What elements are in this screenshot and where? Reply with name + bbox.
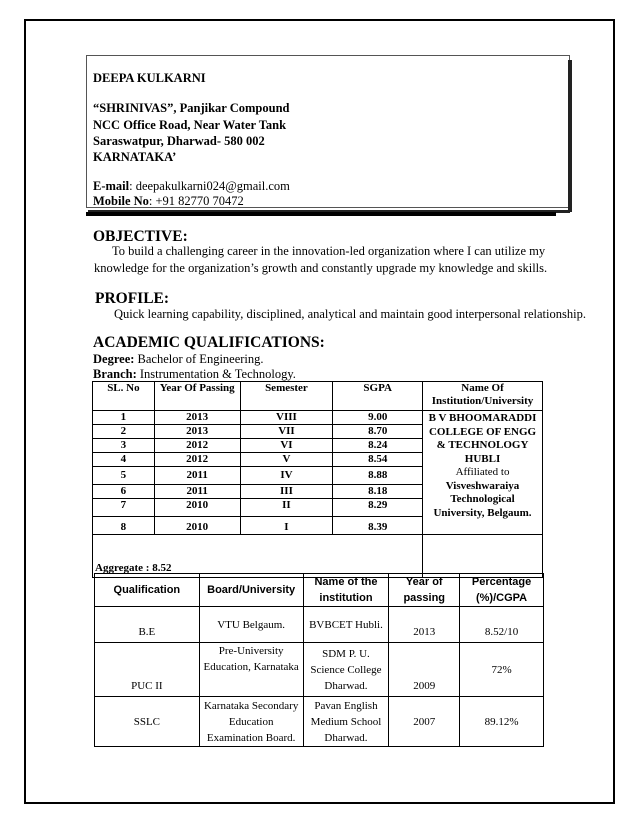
objective-title: OBJECTIVE: bbox=[93, 228, 188, 245]
table-header-row bbox=[95, 574, 544, 607]
branch-line bbox=[93, 367, 296, 382]
col-header: Qualification bbox=[95, 574, 200, 607]
cell: 9.00 bbox=[333, 411, 423, 425]
candidate-name: DEEPA KULKARNI bbox=[93, 71, 206, 85]
cell: 5 bbox=[93, 467, 155, 485]
institution-cell bbox=[423, 411, 543, 535]
mobile-value: : +91 82770 70472 bbox=[148, 194, 244, 208]
degree-label: Degree: bbox=[93, 352, 135, 366]
objective-text: To build a challenging career in the innovation-led organization where I can utilize my knowledge for the organization’s growth and constantly upgrade my knowledge and skills. bbox=[94, 244, 548, 275]
degree-line bbox=[93, 352, 264, 367]
institution-name: B V BHOOMARADDI COLLEGE OF ENGG & TECHNOLOGY HUBLI bbox=[428, 412, 537, 465]
col-header: Year Of Passing bbox=[154, 382, 240, 411]
cell: 8.18 bbox=[333, 485, 423, 499]
cell: 2010 bbox=[154, 499, 240, 517]
cell: I bbox=[240, 517, 333, 535]
cell: 8.29 bbox=[333, 499, 423, 517]
cell: 6 bbox=[93, 485, 155, 499]
email-line bbox=[93, 178, 290, 194]
col-header: Semester bbox=[240, 382, 333, 411]
table-header-row bbox=[93, 382, 543, 411]
address-line: “SHRINIVAS”, Panjikar Compound bbox=[93, 101, 290, 115]
academic-title: ACADEMIC QUALIFICATIONS: bbox=[93, 334, 325, 351]
mobile-line bbox=[93, 193, 244, 209]
cell: 2009 bbox=[389, 643, 460, 697]
cell: 2 bbox=[93, 425, 155, 439]
email-label: E-mail bbox=[93, 179, 130, 193]
cell: 2010 bbox=[154, 517, 240, 535]
cell: 89.12% bbox=[460, 697, 544, 747]
cell: 7 bbox=[93, 499, 155, 517]
cell: 8 bbox=[93, 517, 155, 535]
cell: 2013 bbox=[154, 411, 240, 425]
cell: 3 bbox=[93, 439, 155, 453]
col-header: Name Of Institution/University bbox=[423, 382, 543, 411]
aggregate-row bbox=[93, 535, 543, 578]
col-header: Board/University bbox=[199, 574, 303, 607]
table-row bbox=[95, 607, 544, 643]
cell: IV bbox=[240, 467, 333, 485]
col-header: Percentage (%)/CGPA bbox=[460, 574, 544, 607]
cell: 2012 bbox=[154, 453, 240, 467]
cell: PUC II bbox=[95, 643, 200, 697]
cell: VIII bbox=[240, 411, 333, 425]
cell: II bbox=[240, 499, 333, 517]
cell: 2011 bbox=[154, 467, 240, 485]
address-line: Saraswatpur, Dharwad- 580 002 bbox=[93, 134, 265, 148]
profile-text: Quick learning capability, disciplined, analytical and maintain good interpersonal relationship. bbox=[114, 307, 586, 321]
col-header: SGPA bbox=[333, 382, 423, 411]
mobile-label: Mobile No bbox=[93, 194, 149, 208]
cell: VI bbox=[240, 439, 333, 453]
university-name: Visveshwaraiya Technological University, Belgaum. bbox=[433, 479, 532, 519]
table-row bbox=[93, 411, 543, 425]
cell: 8.24 bbox=[333, 439, 423, 453]
cell: VTU Belgaum. bbox=[199, 607, 303, 643]
cell: BVBCET Hubli. bbox=[303, 607, 389, 643]
cell: 72% bbox=[460, 643, 544, 697]
table-row bbox=[95, 643, 544, 697]
cell: SDM P. U. Science College Dharwad. bbox=[303, 643, 389, 697]
email-value: : deepakulkarni024@gmail.com bbox=[129, 179, 290, 193]
col-header: Year of passing bbox=[389, 574, 460, 607]
cell: 2011 bbox=[154, 485, 240, 499]
semester-table bbox=[92, 381, 543, 578]
cell: 2013 bbox=[389, 607, 460, 643]
cell: 2012 bbox=[154, 439, 240, 453]
profile-title: PROFILE: bbox=[95, 290, 170, 307]
cell: V bbox=[240, 453, 333, 467]
cell: 2007 bbox=[389, 697, 460, 747]
branch-value: Instrumentation & Technology. bbox=[136, 367, 296, 381]
table-row bbox=[95, 697, 544, 747]
address-line: NCC Office Road, Near Water Tank bbox=[93, 118, 287, 132]
branch-label: Branch: bbox=[93, 367, 137, 381]
cell: 8.70 bbox=[333, 425, 423, 439]
cell: III bbox=[240, 485, 333, 499]
address-line: KARNATAKA’ bbox=[93, 150, 177, 164]
affiliated-label: Affiliated to bbox=[455, 466, 510, 478]
header-rule bbox=[86, 212, 556, 216]
cell: Pre-University Education, Karnataka bbox=[199, 643, 303, 697]
aggregate-cell: Aggregate : 8.52 bbox=[93, 535, 423, 578]
cell: 2013 bbox=[154, 425, 240, 439]
cell: 8.54 bbox=[333, 453, 423, 467]
cell: 8.39 bbox=[333, 517, 423, 535]
cell: 8.52/10 bbox=[460, 607, 544, 643]
header-shadow bbox=[568, 60, 572, 212]
cell: Pavan English Medium School Dharwad. bbox=[303, 697, 389, 747]
cell: Karnataka Secondary Education Examination Board. bbox=[199, 697, 303, 747]
col-header: Name of the institution bbox=[303, 574, 389, 607]
qualification-table bbox=[94, 573, 544, 747]
cell: VII bbox=[240, 425, 333, 439]
cell: 1 bbox=[93, 411, 155, 425]
col-header: SL. No bbox=[93, 382, 155, 411]
degree-value: Bachelor of Engineering. bbox=[134, 352, 264, 366]
cell: SSLC bbox=[95, 697, 200, 747]
cell: 4 bbox=[93, 453, 155, 467]
cell: B.E bbox=[95, 607, 200, 643]
cell: 8.88 bbox=[333, 467, 423, 485]
empty-cell bbox=[423, 535, 543, 578]
